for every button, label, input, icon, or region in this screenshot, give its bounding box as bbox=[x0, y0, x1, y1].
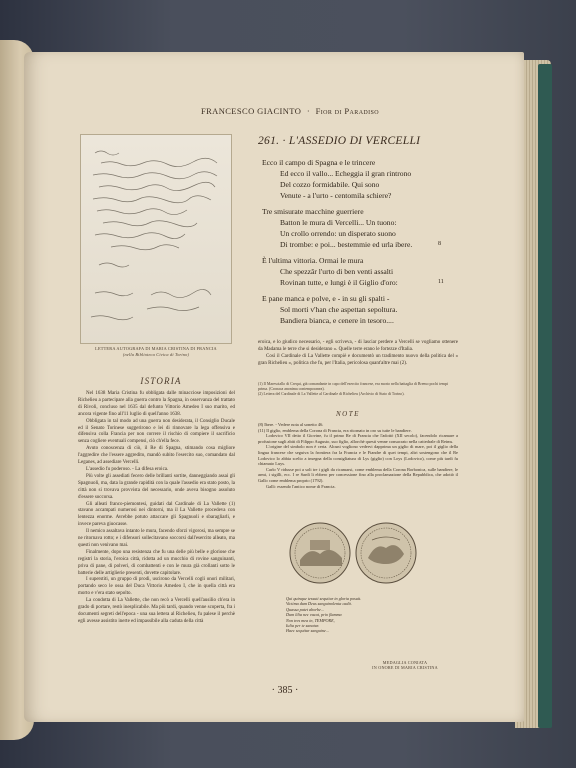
header-book: Fior di Paradiso bbox=[315, 106, 380, 116]
medal-images bbox=[288, 520, 418, 586]
line-number-marker: 8 bbox=[438, 241, 441, 247]
istoria-paragraph: Avuto conoscenza di ciò, il Re di Spagna, stimando cosa migliore l'aggredire che l'essere aggredito, mandò subito l'esercito suo, comandato dal Leganes, ad assediare Vercelli. bbox=[78, 446, 235, 466]
poem-line: Sol morti v'han che aspettan sepoltura. bbox=[280, 305, 398, 314]
medal-legend-line: Dum lilia nec vacat, prio flamma bbox=[286, 612, 342, 618]
note-item: Galli: essendo l'antico nome di Francia. bbox=[266, 483, 336, 489]
poem-line: Rovinan tutte, e lungi è il Giglio d'oro: 11 bbox=[280, 278, 444, 287]
medal-legend-line: Haec sequitur sanguine... bbox=[286, 628, 329, 634]
poem-line: Tre smisurate macchine guerriere bbox=[262, 207, 364, 216]
notes-text bbox=[258, 422, 458, 489]
poem-title: 261. · L'ASSEDIO DI VERCELLI bbox=[258, 135, 421, 147]
poem-line: Di trombe: e poi... bestemmie ed urla ibere. 8 bbox=[280, 240, 441, 249]
istoria-paragraph: Finalmente, dopo una resistenza che fu una delle più belle e gloriose che registri la storia, l'eroica città, ridotta ad un mucchio di rovine sanguinanti, priva di pane, di polveri, di combattenti e con le mura già crollanti sotto le batterie delle artiglierie presenti, dovette capitolare. bbox=[78, 549, 235, 576]
poem-stanza bbox=[262, 206, 462, 250]
footnotes bbox=[258, 382, 458, 397]
poem-line: È l'ultima vittoria. Ormai le mura bbox=[262, 256, 364, 265]
medal-caption-subtitle: IN ONORE DI MARIA CRISTINA bbox=[372, 665, 438, 671]
medal-legend bbox=[286, 596, 362, 634]
poem-stanza bbox=[262, 255, 462, 288]
medal-reverse bbox=[356, 523, 416, 583]
letter-caption-source: (nella Biblioteca Civica di Torino) bbox=[122, 351, 190, 357]
continuation-paragraph: Così il Cardinale di La Vallette compiè e documentò un tradimento nuovo della politica del « gran Richelieu », politica che fu, per l'Italia, pericolosa quant'altre mai (2). bbox=[258, 353, 458, 366]
header-author: FRANCESCO GIACINTO bbox=[200, 106, 302, 116]
poem-line: Ed ecco il vallo... Echeggia il gran rintrono bbox=[280, 169, 412, 178]
medal-legend-line: Iulia per te sanatur. bbox=[286, 623, 320, 629]
istoria-title: ISTORIA bbox=[140, 376, 182, 386]
note-item: (8) Ibere. - Vedere nota al sonetto 46. bbox=[258, 422, 324, 427]
footnote: (1) Il Maresciallo di Crequi, già comandante in capo dell'esercito francese, era morto nella battaglia di Bremo pochi tempi prima. (Cronaca anonima contemporanea). bbox=[258, 382, 448, 391]
note-item: (11) Il giglio, emblema della Corona di Francia, era ritornato in oro su tutte le bandiere. bbox=[258, 427, 412, 433]
footnote: (2) Lettera del Cardinale di La Vallette al Cardinale di Richelieu (Archivio di Stato di Torino). bbox=[258, 392, 405, 396]
istoria-paragraph: Gli alleati franco-piemontesi, guidati dal Cardinale di La Vallette (1) stavano accampati numerosi nei dintorni, ma il La Vallette procedeva con lentezza enorme. Avrebbe potuto attaccare gli Spagnuoli e sbaragliarli, e invece pareva giuocasse. bbox=[78, 501, 235, 528]
medal-legend-line: Victima dum Deus sanguinolenta cadit. bbox=[286, 601, 352, 607]
poem-line: Che spezzâr l'urto di ben venti assalti bbox=[280, 267, 394, 276]
note-item: Carlo V ridusse poi a soli tre i gigli da ricamarsi, come emblema della Corona Borbonica, sulle bandiere, le armi, i sigilli, ecc. I re Sardi li ebbero per concessione fino alla proclamazione della Repubblica, che adottò il Gallo come emblema proprio (1792). bbox=[258, 466, 458, 483]
istoria-paragraph: Nel 1638 Maria Cristina fu obbligata dalle minacciose imposizioni del Richelieu a partecipare alla guerra contro la Spagna, in osservanza del trattato di Rivoli, concluso nel 1635 dal defunto Vittorio Amedeo I suo marito, ed ancora vigente fino all'11 luglio di quell'anno 1638. bbox=[78, 391, 235, 417]
book-spine bbox=[538, 64, 552, 728]
handwriting-scribble bbox=[81, 135, 231, 343]
medal-legend-line: Qui quinque tessuti sequitur in gloria posuit. bbox=[286, 596, 362, 601]
istoria-paragraph: Più volte gli assediati fecero delle brillanti sortite, danneggiando assai gli Spagnuoli, ma, data la grande rapidità con la quale l'assedio era stato posto, la città non si trovava provvista del necessario, onde aveva bisogno assoluto d'essere soccorsa. bbox=[78, 473, 235, 500]
poem-line: Batton le mura di Vercelli... Un tuono: bbox=[280, 218, 397, 227]
running-header bbox=[150, 106, 430, 116]
istoria-continuation bbox=[258, 340, 458, 368]
istoria-text bbox=[78, 391, 235, 626]
line-number-marker: 11 bbox=[438, 279, 444, 285]
istoria-paragraph: I superstiti, un gruppo di prodi, uscirono da Vercelli cogli onori militari, portando seco le ossa del Duca Vittorio Amedeo I, che in quella città era morto e v'era stato sepolto. bbox=[78, 577, 235, 597]
medal-legend-line: Non tres mea in, TEMPORE, bbox=[286, 617, 335, 623]
poem-line: Ecco il campo di Spagna e le trincere bbox=[262, 158, 376, 167]
medal-caption-title: MEDAGLIA CONIATA bbox=[382, 660, 428, 665]
medal-caption bbox=[370, 660, 440, 671]
poem-line: E pane manca e polve, e - in su gli spalti - bbox=[262, 294, 390, 303]
autograph-letter-image bbox=[80, 134, 232, 344]
istoria-paragraph: Il nemico assaltava intanto le mura, facendo sforzi vigorosi, ma sempre se ne ritornava rotto; e i difensori sollecitavano soccorsi dall'esercito alleato, ma questi non venivano mai. bbox=[78, 529, 235, 548]
letter-caption bbox=[78, 346, 234, 357]
poem-line: Bandiera bianca, e cenere in tesoro.... bbox=[280, 316, 394, 325]
poem-stanza bbox=[262, 293, 462, 326]
header-separator: · bbox=[306, 106, 311, 116]
note-item: L'origine del simbolo non è certa. Alcuni vogliono vedervi dapprima un giglio di mare, poi il giglio della lingua francese che seguiva la frontiera fra la Francia e le Fiandre di quei tempi, altri sostengono che il Re Lodovico lo abbia scelto a insegna della consigliatura di Lys (giglio) con Loys (Lodovico), come più tardi fu chiamato Luys. bbox=[258, 444, 458, 467]
notes-title: NOTE bbox=[336, 410, 360, 418]
poem-stanza bbox=[262, 157, 462, 201]
istoria-paragraph: L'assedio fu poderoso. - La difesa eroica. bbox=[86, 466, 169, 472]
medal-obverse bbox=[290, 523, 350, 583]
page-number: · 385 · bbox=[271, 685, 299, 696]
continuation-paragraph: eroica, e lo giudico necessario, - egli scriveva, - di lasciar perdere a Vercelli se vogliamo ottenere da Madama le terre che si desiderano ». Quelle terre erano le fortezze d'Italia. bbox=[258, 340, 458, 352]
istoria-paragraph: La condotta di La Vallette, che non recò a Vercelli quell'ausilio ch'era in grado di portare, restò inesplicabile. Ma più tardi, quando venne scoperta, fra i documenti segreti dell'epoca - una sua lettera al Richelieu, fu palese il perchè egli avesse assistito inerte ed impassibile alla caduta della città bbox=[78, 598, 235, 624]
poem-line: Un crollo orrendo: un disperato suono bbox=[280, 229, 396, 238]
note-item: Lodovico VII detto il Giovine, fu il primo Re di Francia che l'adottò (XII secolo), facendolo ricamare a profusione sugli abiti di Filippo Augusto, suo figlio, allorchè questi venne consacrato nella cattedrale di Reims. bbox=[258, 433, 458, 444]
istoria-paragraph: Obbligata in tal modo ad una guerra non desiderata, il Consiglio Ducale ed il Senato Torinese suggerirono e lei di rinnovare la lega offensiva e difensiva colla Francia per non correre il rischio di compiere il sacrificio senza cogliere eventuali compensi, ciò ch'ella fece. bbox=[78, 418, 235, 445]
poem-line: Del cozzo formidabile. Qui sono bbox=[280, 180, 380, 189]
poem-line: Venute - a l'urto - centomila schiere? bbox=[280, 191, 392, 200]
poem-body bbox=[262, 157, 462, 331]
letter-caption-title: LETTERA AUTOGRAFA DI MARIA CRISTINA DI FRANCIA bbox=[95, 346, 217, 351]
medal-legend-line: Quassa patet aborbe... bbox=[286, 606, 325, 612]
